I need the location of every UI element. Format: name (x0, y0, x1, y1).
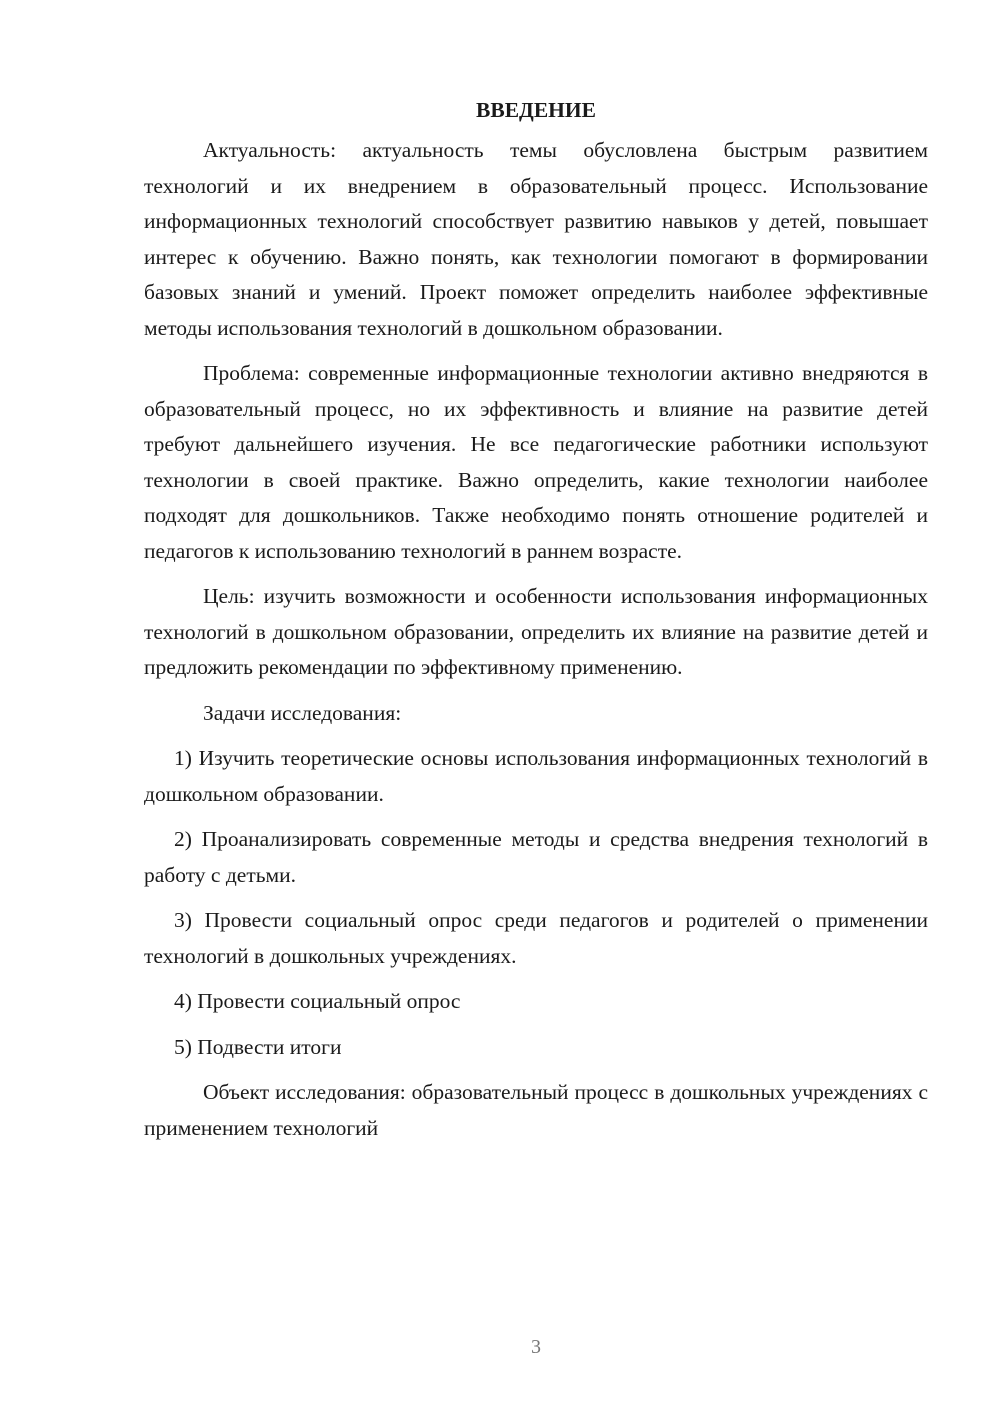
page-title: ВВЕДЕНИЕ (476, 98, 596, 122)
paragraph-problem: Проблема: современные информационные технологии активно внедряются в образовательный процесс, но их эффективность и влияние на развитие детей требуют дальнейшего изучения. Не все педагогические работники используют технологии в своей практике. Важно определить, какие технологии наиболее подходят для дошкольников. Также необходимо понять отношение родителей и педагогов к использованию технологий в раннем возрасте. (144, 361, 928, 563)
task-item-1: 1) Изучить теоретические основы использования информационных технологий в дошкольном образовании. (144, 746, 928, 806)
task-item-2: 2) Проанализировать современные методы и средства внедрения технологий в работу с детьми. (144, 827, 928, 887)
task-item-3: 3) Провести социальный опрос среди педагогов и родителей о применении технологий в дошкольных учреждениях. (144, 908, 928, 968)
tasks-heading: Задачи исследования: (203, 700, 402, 725)
task-item-5: 5) Подвести итоги (174, 1034, 342, 1059)
paragraph-goal: Цель: изучить возможности и особенности использования информационных технологий в дошкольном образовании, определить их влияние на развитие детей и предложить рекомендации по эффективному применению. (144, 584, 928, 679)
paragraph-object: Объект исследования: образовательный процесс в дошкольных учреждениях с применением технологий (144, 1080, 928, 1140)
paragraph-relevance: Актуальность: актуальность темы обусловлена быстрым развитием технологий и их внедрением в образовательный процесс. Использование информационных технологий способствует развитию навыков у детей, повышает интерес к обучению. Важно понять, как технологии помогают в формировании базовых знаний и умений. Проект поможет определить наиболее эффективные методы использования технологий в дошкольном образовании. (144, 138, 928, 340)
page-number: 3 (531, 1336, 541, 1358)
task-item-4: 4) Провести социальный опрос (174, 989, 461, 1013)
page-content (144, 93, 928, 1156)
